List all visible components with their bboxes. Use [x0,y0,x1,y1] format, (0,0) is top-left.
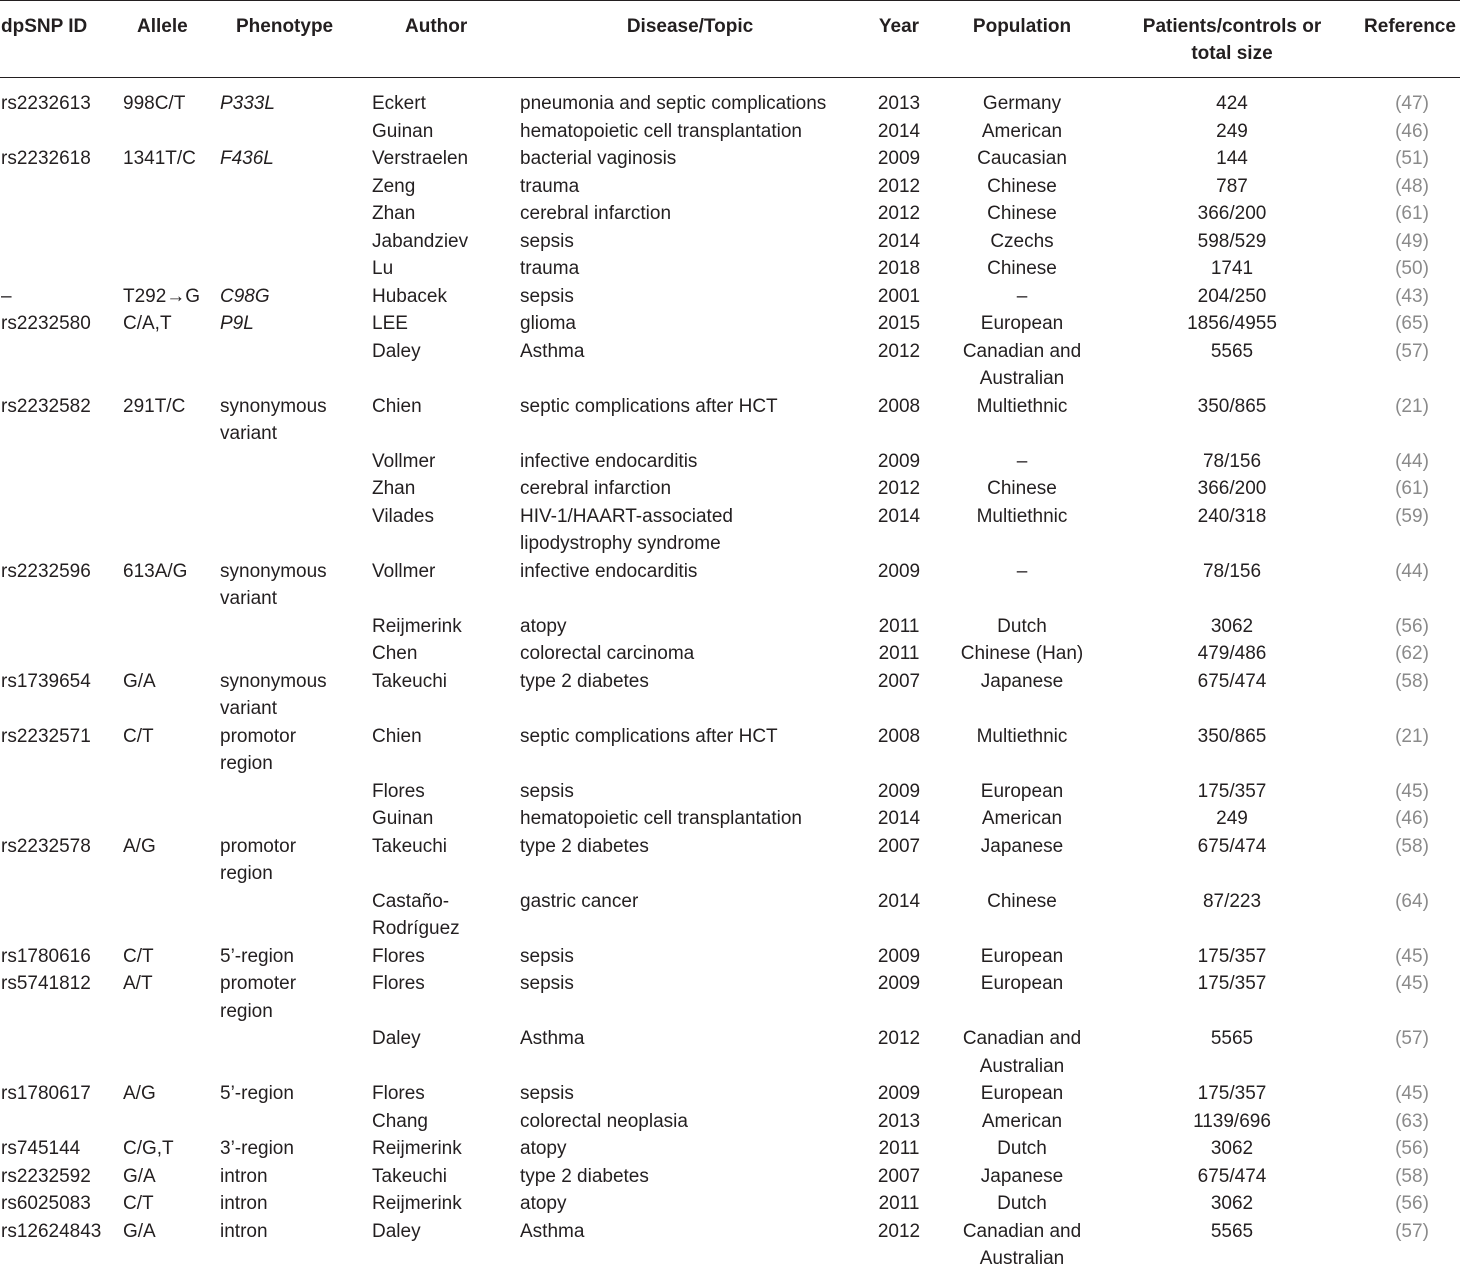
cell-dpsnp-id: rs2232596 [1,560,91,582]
cell-phenotype: promoter [220,973,297,994]
cell-allele: G/A [123,670,156,692]
cell-year: 2014 [877,120,921,142]
cell-phenotype: C98G [220,285,270,307]
cell-year: 2009 [877,973,921,994]
cell-author: Verstraelen [372,148,469,169]
cell-size: 1741 [1210,258,1254,279]
cell-size: 5565 [1210,1028,1254,1049]
cell-disease-topic: lipodystrophy syndrome [520,533,721,554]
cell-phenotype: synonymous [220,560,327,582]
cell-size: 3062 [1210,1193,1254,1214]
cell-reference: (56) [1395,1138,1429,1159]
cell-size: 787 [1216,175,1248,197]
cell-author: Vilades [372,505,434,527]
cell-allele: C/T [123,1193,154,1214]
cell-year: 2014 [877,890,921,912]
cell-author: Reijmerink [372,1193,462,1214]
cell-reference: (58) [1395,835,1429,857]
cell-dpsnp-id: rs2232592 [1,1165,91,1187]
cell-size: 366/200 [1197,478,1267,499]
header-population: Population [972,16,1072,37]
cell-year: 2014 [877,230,921,252]
cell-year: 2012 [877,1028,921,1049]
cell-population: European [980,973,1064,994]
cell-year: 2009 [877,148,921,169]
cell-disease-topic: infective endocarditis [520,560,698,582]
cell-author: Guinan [372,808,434,829]
cell-population: Multiethnic [976,725,1068,747]
cell-year: 2009 [877,560,921,582]
cell-dpsnp-id: rs745144 [1,1138,81,1159]
cell-population: Multiethnic [976,505,1068,527]
cell-disease-topic: pneumonia and septic complications [520,93,827,114]
cell-population: Germany [982,93,1062,114]
header-size-line2: total size [1191,43,1273,64]
cell-size: 175/357 [1197,1083,1267,1104]
cell-allele: A/T [123,973,153,994]
cell-phenotype: synonymous [220,395,327,417]
cell-population: Japanese [980,835,1064,857]
cell-author: Vollmer [372,450,436,472]
header-disease-topic: Disease/Topic [626,16,754,37]
cell-reference: (58) [1395,670,1429,692]
cell-population: Dutch [997,615,1047,637]
header-year: Year [878,16,920,37]
cell-size: 1139/696 [1193,1110,1271,1132]
cell-author: Chang [372,1110,428,1132]
cell-year: 2012 [877,175,921,197]
cell-author: Chien [372,725,422,747]
cell-disease-topic: bacterial vaginosis [520,148,677,169]
cell-year: 2008 [877,395,921,417]
cell-year: 2012 [877,203,921,224]
cell-disease-topic: Asthma [520,1220,585,1242]
cell-dpsnp-id: rs2232613 [1,93,91,114]
cell-population: Canadian and [962,1220,1082,1242]
cell-year: 2007 [877,1165,921,1187]
cell-reference: (44) [1395,450,1429,472]
cell-reference: (59) [1395,505,1429,527]
cell-reference: (62) [1395,643,1429,664]
cell-reference: (56) [1395,615,1429,637]
cell-author: Zeng [372,175,416,197]
cell-allele: G/A [123,1220,156,1242]
cell-allele: 613A/G [123,560,188,582]
cell-population: European [980,945,1064,967]
cell-size: 350/865 [1197,725,1267,747]
cell-size: 675/474 [1197,1165,1267,1187]
cell-dpsnp-id: – [1,285,12,307]
cell-reference: (61) [1395,478,1429,499]
cell-reference: (45) [1395,780,1429,802]
cell-reference: (58) [1395,1165,1429,1187]
cell-year: 2009 [877,450,921,472]
cell-disease-topic: septic complications after HCT [520,395,778,417]
cell-disease-topic: cerebral infarction [520,203,672,224]
cell-reference: (45) [1395,973,1429,994]
cell-reference: (47) [1395,93,1429,114]
cell-population: Australian [979,1248,1065,1269]
cell-phenotype: F436L [220,148,274,169]
cell-author: Flores [372,1083,425,1104]
cell-population: Dutch [997,1138,1047,1159]
cell-author: Guinan [372,120,434,142]
cell-population: – [1016,560,1028,582]
cell-phenotype: P9L [220,313,254,334]
cell-author: Flores [372,780,425,802]
cell-author: Chen [372,643,418,664]
cell-author: Zhan [372,203,416,224]
cell-size: 78/156 [1202,560,1262,582]
cell-disease-topic: type 2 diabetes [520,835,649,857]
cell-reference: (46) [1395,808,1429,829]
cell-size: 675/474 [1197,835,1267,857]
cell-size: 87/223 [1202,890,1262,912]
cell-year: 2007 [877,835,921,857]
cell-reference: (43) [1395,285,1429,307]
cell-phenotype: intron [220,1193,268,1214]
cell-population: Australian [979,368,1065,389]
cell-disease-topic: trauma [520,258,580,279]
cell-population: European [980,1083,1064,1104]
cell-size: 240/318 [1197,505,1267,527]
cell-author: Zhan [372,478,416,499]
cell-disease-topic: sepsis [520,1083,574,1104]
cell-size: 175/357 [1197,945,1267,967]
cell-population: Czechs [990,230,1054,252]
cell-author: Flores [372,973,425,994]
cell-phenotype: 5’-region [220,945,294,967]
cell-disease-topic: infective endocarditis [520,450,698,472]
cell-population: Chinese (Han) [960,643,1084,664]
cell-phenotype: synonymous [220,670,327,692]
cell-size: 3062 [1210,615,1254,637]
cell-size: 598/529 [1197,230,1267,252]
cell-disease-topic: colorectal neoplasia [520,1110,688,1132]
cell-population: Japanese [980,1165,1064,1187]
cell-disease-topic: Asthma [520,1028,585,1049]
cell-author: Takeuchi [372,835,447,857]
header-reference: Reference [1364,16,1456,37]
cell-dpsnp-id: rs2232618 [1,148,91,169]
cell-population: Multiethnic [976,395,1068,417]
cell-disease-topic: sepsis [520,285,574,307]
cell-disease-topic: sepsis [520,945,574,967]
cell-year: 2011 [878,1193,920,1214]
cell-dpsnp-id: rs5741812 [1,973,91,994]
cell-disease-topic: atopy [520,1193,567,1214]
cell-author: Daley [372,1220,421,1242]
cell-year: 2009 [877,1083,921,1104]
cell-disease-topic: gastric cancer [520,890,639,912]
cell-dpsnp-id: rs6025083 [1,1193,91,1214]
table-header-rule [0,77,1460,78]
cell-author: Daley [372,340,421,362]
cell-size: 204/250 [1197,285,1267,307]
cell-year: 2015 [877,313,921,334]
cell-phenotype: region [220,753,273,774]
cell-year: 2009 [877,945,921,967]
cell-reference: (63) [1395,1110,1429,1132]
cell-population: Australian [979,1055,1065,1077]
cell-year: 2012 [877,1220,921,1242]
cell-disease-topic: glioma [520,313,576,334]
cell-size: 249 [1216,120,1248,142]
cell-author: Rodríguez [372,918,460,939]
cell-disease-topic: Asthma [520,340,585,362]
cell-population: Dutch [997,1193,1047,1214]
cell-population: European [980,780,1064,802]
header-dpsnp-id: dpSNP ID [1,16,88,37]
cell-allele: T292→G [123,285,201,307]
cell-disease-topic: sepsis [520,780,574,802]
cell-year: 2001 [877,285,921,307]
cell-population: Japanese [980,670,1064,692]
cell-population: Canadian and [962,1028,1082,1049]
cell-reference: (21) [1395,725,1429,747]
cell-size: 5565 [1210,340,1254,362]
cell-dpsnp-id: rs1780616 [1,945,91,967]
cell-population: Chinese [987,175,1057,197]
cell-disease-topic: septic complications after HCT [520,725,778,747]
cell-phenotype: promotor [220,725,297,747]
cell-reference: (57) [1395,1220,1429,1242]
cell-allele: 291T/C [123,395,186,417]
cell-allele: A/G [123,1083,156,1104]
cell-size: 3062 [1210,1138,1254,1159]
cell-disease-topic: type 2 diabetes [520,670,649,692]
cell-allele: C/A,T [123,313,172,334]
cell-year: 2013 [877,1110,921,1132]
cell-population: Chinese [987,203,1057,224]
cell-year: 2011 [878,1138,920,1159]
cell-phenotype: promotor [220,835,297,857]
cell-reference: (45) [1395,1083,1429,1104]
header-phenotype: Phenotype [236,16,334,37]
cell-size: 424 [1216,93,1248,114]
cell-author: Flores [372,945,425,967]
cell-author: Daley [372,1028,421,1049]
cell-phenotype: region [220,1000,273,1022]
cell-population: American [981,120,1063,142]
cell-author: Reijmerink [372,1138,462,1159]
cell-allele: C/T [123,945,154,967]
cell-size: 78/156 [1202,450,1262,472]
cell-year: 2012 [877,478,921,499]
cell-reference: (44) [1395,560,1429,582]
cell-allele: 1341T/C [123,148,196,169]
cell-year: 2009 [877,780,921,802]
cell-disease-topic: trauma [520,175,580,197]
cell-reference: (65) [1395,313,1429,334]
cell-dpsnp-id: rs12624843 [1,1220,102,1242]
cell-reference: (45) [1395,945,1429,967]
cell-disease-topic: type 2 diabetes [520,1165,649,1187]
cell-size: 675/474 [1197,670,1267,692]
cell-size: 175/357 [1197,780,1267,802]
cell-dpsnp-id: rs2232582 [1,395,91,417]
cell-phenotype: variant [220,698,278,719]
cell-author: Lu [372,258,394,279]
cell-phenotype: variant [220,588,278,609]
cell-population: Canadian and [962,340,1082,362]
cell-year: 2013 [877,93,921,114]
cell-population: American [981,808,1063,829]
cell-population: Chinese [987,890,1057,912]
header-author: Author [405,16,468,37]
cell-reference: (51) [1395,148,1429,169]
cell-reference: (49) [1395,230,1429,252]
cell-disease-topic: sepsis [520,973,574,994]
cell-year: 2012 [877,340,921,362]
cell-phenotype: 3’-region [220,1138,294,1159]
cell-population: – [1016,285,1028,307]
cell-author: Takeuchi [372,1165,447,1187]
cell-reference: (57) [1395,1028,1429,1049]
cell-size: 144 [1216,148,1248,169]
cell-allele: G/A [123,1165,156,1187]
cell-disease-topic: hematopoietic cell transplantation [520,120,803,142]
cell-allele: A/G [123,835,156,857]
cell-size: 1856/4955 [1187,313,1277,334]
table-top-rule [0,0,1460,1]
cell-author: Vollmer [372,560,436,582]
cell-author: Castaño- [372,890,450,912]
cell-year: 2014 [877,808,921,829]
cell-size: 350/865 [1197,395,1267,417]
cell-author: Chien [372,395,422,417]
cell-allele: C/G,T [123,1138,174,1159]
cell-reference: (57) [1395,340,1429,362]
header-allele: Allele [137,16,188,37]
cell-size: 175/357 [1197,973,1267,994]
cell-reference: (56) [1395,1193,1429,1214]
cell-phenotype: intron [220,1165,268,1187]
cell-year: 2014 [877,505,921,527]
cell-year: 2011 [878,615,920,637]
cell-size: 366/200 [1197,203,1267,224]
cell-size: 479/486 [1197,643,1267,664]
cell-dpsnp-id: rs2232580 [1,313,91,334]
cell-dpsnp-id: rs2232571 [1,725,91,747]
cell-year: 2018 [877,258,921,279]
cell-dpsnp-id: rs1780617 [1,1083,91,1104]
cell-phenotype: 5’-region [220,1083,294,1104]
cell-allele: C/T [123,725,154,747]
cell-author: Eckert [372,93,426,114]
cell-population: Chinese [987,258,1057,279]
cell-disease-topic: sepsis [520,230,574,252]
cell-reference: (46) [1395,120,1429,142]
cell-reference: (64) [1395,890,1429,912]
cell-disease-topic: cerebral infarction [520,478,672,499]
cell-population: Caucasian [977,148,1067,169]
cell-disease-topic: HIV-1/HAART-associated [520,505,733,527]
cell-author: Jabandziev [372,230,469,252]
cell-size: 249 [1216,808,1248,829]
cell-population: European [980,313,1064,334]
cell-reference: (48) [1395,175,1429,197]
cell-size: 5565 [1210,1220,1254,1242]
cell-disease-topic: hematopoietic cell transplantation [520,808,803,829]
cell-author: Takeuchi [372,670,447,692]
header-size-line1: Patients/controls or [1142,16,1322,37]
cell-population: – [1016,450,1028,472]
cell-population: Chinese [987,478,1057,499]
cell-phenotype: intron [220,1220,268,1242]
cell-reference: (21) [1395,395,1429,417]
cell-disease-topic: colorectal carcinoma [520,643,695,664]
cell-author: Reijmerink [372,615,462,637]
cell-dpsnp-id: rs2232578 [1,835,91,857]
cell-phenotype: variant [220,423,278,444]
cell-phenotype: region [220,863,273,884]
cell-population: American [981,1110,1063,1132]
cell-disease-topic: atopy [520,615,567,637]
cell-allele: 998C/T [123,93,186,114]
cell-year: 2008 [877,725,921,747]
cell-disease-topic: atopy [520,1138,567,1159]
cell-phenotype: P333L [220,93,275,114]
cell-year: 2011 [878,643,920,664]
cell-dpsnp-id: rs1739654 [1,670,91,692]
cell-reference: (50) [1395,258,1429,279]
cell-author: Hubacek [372,285,447,307]
cell-author: LEE [372,313,408,334]
cell-reference: (61) [1395,203,1429,224]
cell-year: 2007 [877,670,921,692]
